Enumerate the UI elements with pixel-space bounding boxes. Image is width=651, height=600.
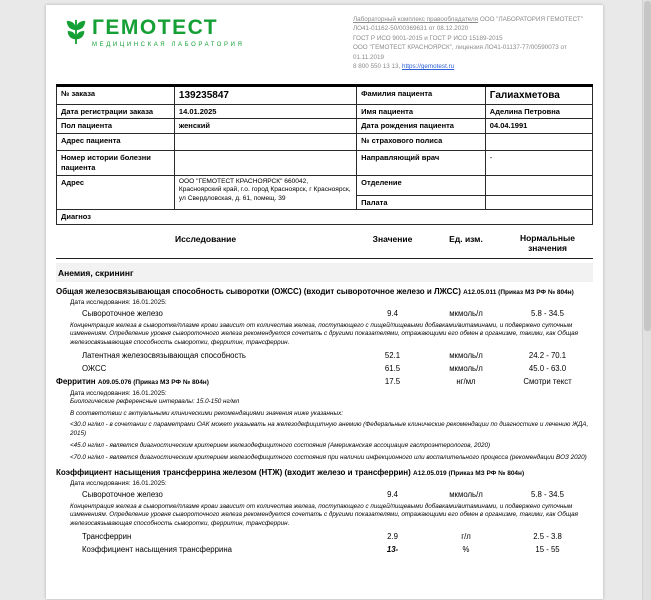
result-name: Коэффициент насыщения трансферрина [82, 545, 232, 555]
result-note: <70.0 нг/мл - является диагностическим критерием железодефицитного состояния при наличии инфекционного или воспалительного процесса (рекомендации ВОЗ 2020) [70, 453, 587, 461]
table-row [57, 175, 593, 195]
test-group-ozhss [56, 287, 593, 375]
test-title-text: Ферритин [56, 377, 96, 387]
result-row [56, 309, 593, 319]
result-row [56, 364, 593, 374]
table-row [57, 134, 593, 151]
test-group-ferritin [56, 377, 593, 462]
surname-value: Галиахметова [485, 85, 592, 104]
result-row [56, 377, 593, 387]
result-value: 9.4 [387, 309, 398, 319]
results-header-row [56, 225, 593, 259]
result-name: Сывороточное железо [82, 309, 163, 319]
patient-info-table [56, 84, 593, 226]
result-row [56, 532, 593, 542]
result-unit: % [462, 545, 470, 555]
birth-date-value: 04.04.1991 [485, 119, 592, 134]
column-header-test: Исследование [174, 234, 237, 245]
website-link[interactable]: https://gemotest.ru [402, 63, 455, 71]
result-name: Сывороточное железо [82, 490, 163, 500]
test-date: Дата исследования: 16.01.2025: [70, 299, 167, 307]
test-group-title [56, 287, 593, 298]
test-title-text: Общая железосвязывающая способность сыворотки (ОЖСС) (входит сывороточное железо и ЛЖСС) [56, 286, 461, 296]
insurance-policy-label: № страхового полиса [357, 134, 486, 151]
result-note: <45.0 нг/мл - является диагностическим критерием железодефицитного состояния (Американская ассоциация гастроэнтерологов, 2020) [70, 441, 491, 449]
test-group-ntzh [56, 468, 593, 556]
result-name: Трансферрин [82, 531, 132, 541]
table-row [57, 104, 593, 119]
first-name-label: Имя пациента [357, 104, 486, 119]
scrollbar-thumb[interactable] [644, 1, 651, 331]
logo-text [92, 17, 244, 48]
column-header-unit: Ед. изм. [449, 234, 483, 245]
diagnosis-label: Диагноз [57, 210, 593, 225]
result-norm: 5.8 - 34.5 [531, 490, 564, 500]
result-norm: Смотри текст [523, 377, 572, 387]
department-label: Отделение [357, 175, 486, 195]
phone-number: 8 800 550 13 13, [353, 63, 401, 71]
column-header-value: Значение [372, 234, 413, 245]
table-row [57, 119, 593, 134]
result-unit: мкмоль/л [449, 351, 483, 361]
sex-value: женский [174, 119, 356, 134]
result-name: Латентная железосвязывающая способность [82, 351, 246, 361]
column-header-norm: Нормальные значения [519, 233, 576, 253]
logo-subtitle: МЕДИЦИНСКАЯ ЛАБОРАТОРИЯ [92, 42, 245, 48]
result-unit: мкмоль/л [449, 309, 483, 319]
result-norm: 5.8 - 34.5 [531, 309, 564, 319]
patient-address-label: Адрес пациента [57, 134, 175, 151]
referring-doctor-label: Направляющий врач [357, 151, 486, 176]
result-note: Биологические референсные интервалы: 15.0-150 нг/мл [70, 397, 240, 405]
history-number-value [174, 151, 356, 176]
test-group-title [56, 468, 593, 479]
result-row [56, 545, 593, 555]
logo-title: ГЕМОТЕСТ [92, 16, 219, 39]
result-name: ОЖСС [82, 364, 107, 374]
table-row [57, 210, 593, 225]
registration-date-label: Дата регистрации заказа [57, 104, 175, 119]
department-value [485, 175, 592, 195]
order-number-value: 139235847 [174, 85, 356, 104]
patient-address-value [174, 134, 356, 151]
history-number-label: Номер истории болезни пациента [57, 151, 175, 176]
result-value: 9.4 [387, 490, 398, 500]
result-unit: мкмоль/л [449, 364, 483, 374]
test-code: A12.05.019 (Приказ МЗ РФ № 804н) [413, 469, 525, 477]
referring-doctor-value: - [485, 151, 592, 176]
gemotest-logo [56, 13, 244, 48]
rights-holder-company: ООО "ЛАБОРАТОРИЯ ГЕМОТЕСТ" [479, 16, 584, 23]
result-value: 17.5 [384, 377, 401, 387]
rights-holder-link[interactable]: Лабораторный комплекс правообладателя [353, 16, 479, 23]
result-norm: 24.2 - 70.1 [528, 351, 567, 361]
rights-holder-line [353, 15, 593, 24]
license-line-2: ООО "ГЕМОТЕСТ КРАСНОЯРСК", лицензия ЛО41-01137-77/00590073 от 01.11.2019 [353, 44, 567, 61]
result-norm: 45.0 - 63.0 [528, 364, 567, 374]
ward-value [485, 195, 592, 210]
legal-info-block [353, 13, 593, 72]
wheat-leaf-icon [64, 17, 88, 45]
result-note: В соответствии с актуальными клиническими рекомендациями значения ниже указанных: [70, 409, 344, 417]
registration-date-value: 14.01.2025 [174, 104, 356, 119]
license-line-1: ЛО41-01162-50/00369631 от 08.12.2020 [353, 25, 469, 33]
result-value: 52.1 [384, 351, 401, 361]
test-title-text: Коэффициент насыщения трансферрина железом (НТЖ) (входит железо и трансферрин) [56, 467, 411, 477]
gost-line: ГОСТ Р ИСО 9001-2015 и ГОСТ Р ИСО 15189-2015 [353, 34, 503, 42]
section-title-anemia: Анемия, скрининг [56, 263, 593, 282]
test-date: Дата исследования: 16.01.2025: [70, 389, 167, 397]
scrollbar[interactable] [642, 0, 651, 600]
test-code: A12.05.011 (Приказ МЗ РФ № 804н) [463, 288, 574, 296]
ward-label: Палата [357, 195, 486, 210]
clinic-address-value: ООО "ГЕМОТЕСТ КРАСНОЯРСК" 660042, Красноярский край, г.о. город Красноярск, г Красноярск, ул Свердловская, д. 61, помещ. 39 [174, 175, 356, 210]
result-unit: мкмоль/л [449, 490, 483, 500]
result-value-flagged-low: 13- [386, 545, 399, 555]
result-row [56, 351, 593, 361]
result-note: Концентрация железа в сыворотке/плазме крови зависит от количества железа, поступающего с пищей/пищевыми добавками/витаминами, и подвержено суточным изменениям. Определение уровня сывороточного железа рекомендуется сочетать с другими показателями, отражающими его обмен в организме, такими, как Общая железосвязывающая способность сыворотки, ферритин, трансферрин. [70, 502, 579, 528]
order-number-label: № заказа [57, 85, 175, 104]
test-code: A09.05.076 (Приказ МЗ РФ № 804н) [97, 379, 209, 387]
first-name-value: Аделина Петровна [485, 104, 592, 119]
result-note: Концентрация железа в сыворотке/плазме крови зависит от количества железа, поступающего с пищей/пищевыми добавками/витаминами, и подвержено суточным изменениям. Определение уровня сывороточного железа рекомендуется сочетать с другими показателями, отражающими его обмен в организме, такими, как Общая железосвязывающая способность сыворотки, ферритин, трансферрин. [70, 321, 579, 347]
sex-label: Пол пациента [57, 119, 175, 134]
result-note: <30.0 нг/мл - в сочетании с параметрами ОАК может указывать на железодефицитную анемию (Федеральные клинические рекомендации по диагностике и лечению ЖДА, 2015) [70, 421, 589, 438]
result-value: 2.9 [387, 531, 398, 541]
result-norm: 15 - 55 [535, 545, 560, 555]
result-value: 61.5 [384, 364, 401, 374]
surname-label: Фамилия пациента [357, 85, 486, 104]
table-row [57, 151, 593, 176]
table-row [57, 85, 593, 104]
result-unit: нг/мл [456, 377, 476, 387]
report-header [56, 13, 593, 72]
result-row [56, 490, 593, 500]
result-unit: г/л [461, 531, 471, 541]
result-name [56, 377, 355, 387]
birth-date-label: Дата рождения пациента [357, 119, 486, 134]
test-date: Дата исследования: 16.01.2025: [70, 480, 167, 488]
contact-line [353, 62, 593, 71]
lab-report-page [46, 5, 603, 599]
result-norm: 2.5 - 3.8 [533, 531, 562, 541]
clinic-address-label: Адрес [57, 175, 175, 210]
insurance-policy-value [485, 134, 592, 151]
